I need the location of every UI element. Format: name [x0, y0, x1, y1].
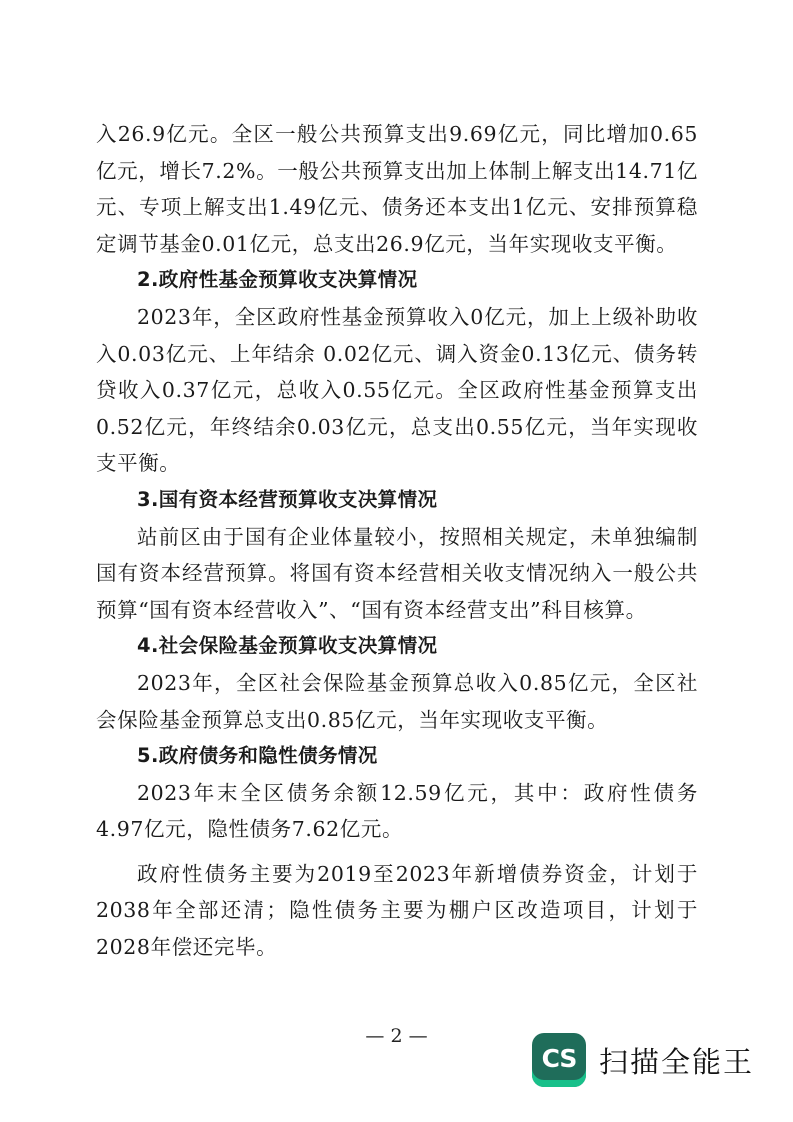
heading-government-fund-budget: 2.政府性基金预算收支决算情况 — [137, 268, 418, 292]
document-body — [96, 116, 698, 966]
paragraph-debt-balance: 2023年末全区债务余额12.59亿元，其中：政府性债务4.97亿元，隐性债务7.62亿元。 — [96, 780, 698, 842]
heading-state-capital-budget: 3.国有资本经营预算收支决算情况 — [137, 487, 438, 511]
paragraph-government-fund-budget: 2023年，全区政府性基金预算收入0亿元，加上上级补助收入0.03亿元、上年结余 0.02亿元、调入资金0.13亿元、债务转贷收入0.37亿元，总收入0.55亿元。全区政府性基金预算支出0.52亿元，年终结余0.03亿元，总支出0.55亿元，当年实现收支平衡。 — [96, 304, 698, 476]
scanner-watermark — [532, 1032, 754, 1088]
page-number: — 2 — — [365, 1025, 428, 1047]
logo-text: CS — [541, 1043, 577, 1073]
heading-social-insurance-fund: 4.社会保险基金预算收支决算情况 — [137, 634, 438, 658]
paragraph-social-insurance-fund: 2023年，全区社会保险基金预算总收入0.85亿元，全区社会保险基金预算总支出0.85亿元，当年实现收支平衡。 — [96, 670, 698, 732]
heading-government-debt: 5.政府债务和隐性债务情况 — [137, 744, 378, 768]
paragraph-general-budget-expenditure: 入26.9亿元。全区一般公共预算支出9.69亿元，同比增加0.65亿元，增长7.2%。一般公共预算支出加上体制上解支出14.71亿元、专项上解支出1.49亿元、债务还本支出1亿元、安排预算稳定调节基金0.01亿元，总支出26.9亿元，当年实现收支平衡。 — [96, 122, 698, 256]
camscanner-logo-icon — [532, 1033, 586, 1087]
brand-name: 扫描全能王 — [599, 1044, 755, 1079]
paragraph-state-capital-budget: 站前区由于国有企业体量较小，按照相关规定，未单独编制国有资本经营预算。将国有资本经营相关收支情况纳入一般公共预算“国有资本经营收入”、“国有资本经营支出”科目核算。 — [96, 524, 698, 622]
paragraph-debt-repayment-plan: 政府性债务主要为2019至2023年新增债券资金，计划于2038年全部还清；隐性债务主要为棚户区改造项目，计划于2028年偿还完毕。 — [96, 861, 698, 960]
